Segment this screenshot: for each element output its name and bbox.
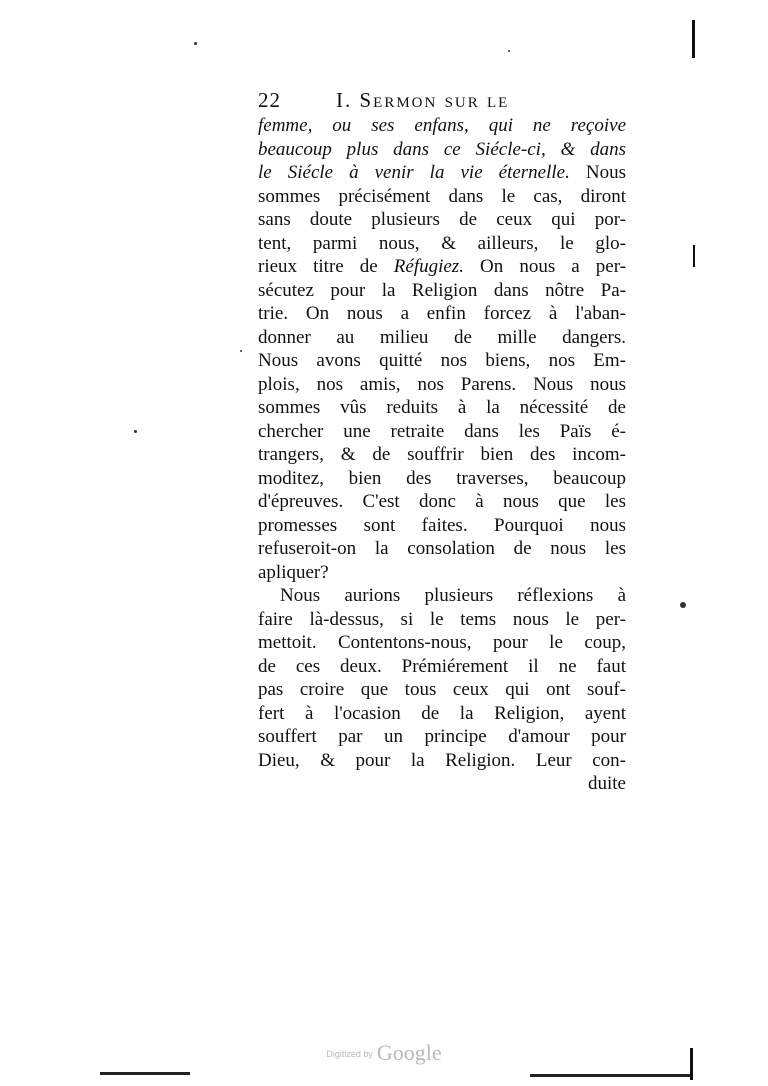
italic-segment: le Siécle à venir la vie éternelle. (258, 162, 570, 183)
text-line (258, 279, 626, 303)
running-title: I. Sermon sur le (336, 88, 510, 112)
text-line (258, 702, 626, 726)
text-line (258, 396, 626, 420)
page-header (258, 84, 568, 114)
text-line (258, 114, 626, 138)
text-line (258, 420, 626, 444)
text-line (258, 749, 626, 773)
digitized-by-label: Digitized by (326, 1049, 373, 1059)
roman-segment: Nous avons quitté nos biens, nos Em- (258, 350, 626, 371)
text-line (258, 678, 626, 702)
text-line (258, 631, 626, 655)
text-line (258, 725, 626, 749)
scan-edge-right-2 (693, 245, 695, 267)
text-line (258, 349, 626, 373)
roman-segment: duite (588, 773, 626, 794)
roman-segment: mettoit. Contentons-nous, pour le coup, (258, 632, 626, 653)
roman-segment: sommes vûs reduits à la nécessité de (258, 397, 626, 418)
roman-segment: sécutez pour la Religion dans nôtre Pa- (258, 279, 626, 301)
roman-segment: trie. On nous a enfin forcez à l'aban- (258, 303, 626, 324)
roman-segment: chercher une retraite dans les Païs é- (258, 420, 626, 442)
scan-speck (194, 42, 197, 45)
text-line (258, 443, 626, 467)
text-line (258, 561, 626, 585)
scan-speck (680, 602, 686, 608)
page-number: 22 (258, 88, 281, 112)
roman-segment: faire là-dessus, si le tems nous le per- (258, 608, 626, 630)
google-wordmark: Google (376, 1040, 442, 1065)
italic-segment: Réfugiez. (393, 256, 464, 277)
text-line (258, 185, 626, 209)
text-line (258, 584, 626, 608)
roman-segment: Dieu, & pour la Religion. Leur con- (258, 749, 626, 771)
text-line (258, 608, 626, 632)
roman-segment: moditez, bien des traverses, beaucoup (258, 467, 626, 489)
roman-segment: Nous aurions plusieurs réflexions à (280, 585, 626, 606)
italic-segment: beaucoup plus dans ce Siécle-ci, & dans (258, 138, 626, 160)
scan-speck (134, 430, 137, 433)
text-line (258, 138, 626, 162)
text-line (258, 467, 626, 491)
scan-edge-bottom-right (690, 1048, 693, 1080)
roman-segment: sommes précisément dans le cas, diront (258, 185, 626, 207)
scan-speck (508, 50, 510, 52)
scan-speck (240, 350, 242, 352)
roman-segment: tent, parmi nous, & ailleurs, le glo- (258, 232, 626, 254)
digitization-watermark (0, 1040, 768, 1066)
roman-segment: Nous (569, 162, 626, 183)
text-line (258, 232, 626, 256)
text-line (258, 161, 626, 185)
roman-segment: donner au milieu de mille dangers. (258, 326, 626, 348)
roman-segment: promesses sont faites. Pourquoi nous (258, 514, 626, 536)
text-line (258, 490, 626, 514)
roman-segment: trangers, & de souffrir bien des incom- (258, 444, 626, 465)
roman-segment: de ces deux. Prémiérement il ne faut (258, 655, 626, 677)
text-line (258, 537, 626, 561)
text-line (258, 655, 626, 679)
text-line (258, 772, 626, 796)
text-line (258, 326, 626, 350)
roman-segment: pas croire que tous ceux qui ont souf- (258, 679, 626, 700)
roman-segment: rieux titre de (258, 256, 394, 277)
roman-segment: sans doute plusieurs de ceux qui por- (258, 209, 626, 230)
scan-edge-bottom-right-line (530, 1074, 690, 1077)
text-line (258, 373, 626, 397)
roman-segment: apliquer? (258, 561, 329, 583)
scan-edge-bottom-left (100, 1072, 190, 1075)
text-line (258, 514, 626, 538)
roman-segment: refuseroit-on la consolation de nous les (258, 538, 626, 559)
roman-segment: d'épreuves. C'est donc à nous que les (258, 491, 626, 512)
text-line (258, 302, 626, 326)
text-line (258, 255, 626, 279)
scan-edge-right (692, 20, 695, 58)
text-line (258, 208, 626, 232)
roman-segment: plois, nos amis, nos Parens. Nous nous (258, 373, 626, 395)
body-text (258, 114, 626, 796)
roman-segment: On nous a per- (463, 256, 626, 277)
roman-segment: souffert par un principe d'amour pour (258, 726, 626, 747)
roman-segment: fert à l'ocasion de la Religion, ayent (258, 702, 626, 724)
italic-segment: femme, ou ses enfans, qui ne reçoive (258, 115, 626, 136)
